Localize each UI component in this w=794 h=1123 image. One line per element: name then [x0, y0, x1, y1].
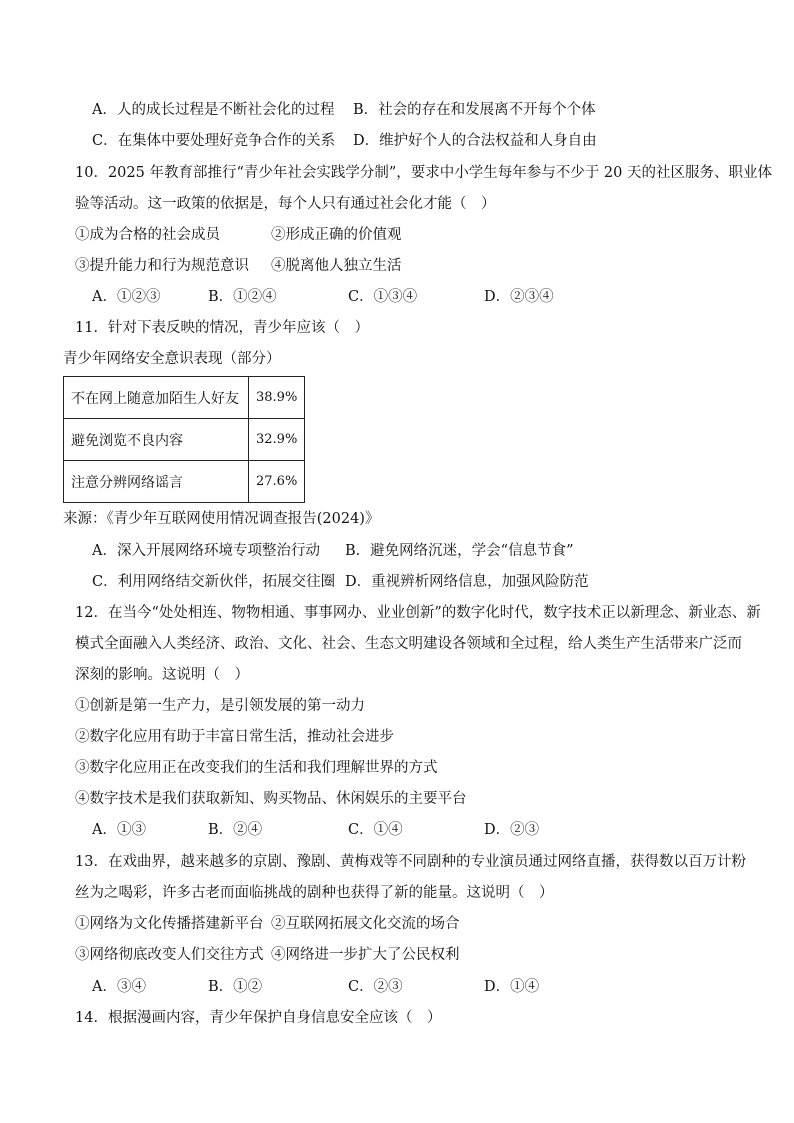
- q10-option-b: B．①②④: [208, 289, 277, 305]
- q9-option-d: D．维护好个人的合法权益和人身自由: [353, 133, 597, 149]
- q13-stem-line2: 丝为之喝彩，许多古老而面临挑战的剧种也获得了新的能量。这说明（ ）: [75, 885, 554, 901]
- q12-item-4: ④数字技术是我们获取新知、购买物品、休闲娱乐的主要平台: [75, 791, 467, 807]
- q10-stem-line1: 10．2025 年教育部推行“青少年社会实践学分制”，要求中小学生每年参与不少于 20 天的社区服务、职业体: [75, 165, 772, 181]
- q12-stem-line1: 12．在当今“处处相连、物物相通、事事网办、业业创新”的数字化时代，数字技术正以新理念、新业态、新: [75, 605, 761, 621]
- q11-stem: 11．针对下表反映的情况，青少年应该（ ）: [75, 320, 369, 336]
- q10-item-2: ②形成正确的价值观: [271, 227, 402, 243]
- q12-stem-line2: 模式全面融入人类经济、政治、文化、社会、生态文明建设各领域和全过程，给人类生产生活带来广泛而: [75, 636, 742, 652]
- table-row: [64, 377, 305, 419]
- q12-item-2: ②数字化应用有助于丰富日常生活，推动社会进步: [75, 729, 394, 745]
- q13-stem-line1: 13．在戏曲界，越来越多的京剧、豫剧、黄梅戏等不同剧种的专业演员通过网络直播，获得数以百万计粉: [75, 854, 746, 870]
- q10-item-4: ④脱离他人独立生活: [271, 258, 402, 274]
- table-cell-value: 32.9%: [249, 419, 305, 461]
- table-row: [64, 461, 305, 503]
- table-cell-label: 注意分辨网络谣言: [64, 461, 249, 503]
- q9-option-c: C．在集体中要处理好竞争合作的关系: [92, 133, 336, 149]
- q12-option-b: B．②④: [208, 822, 263, 838]
- q11-option-c: C．利用网络结交新伙伴，拓展交往圈: [92, 574, 336, 590]
- q11-data-table: [63, 376, 305, 503]
- q12-stem-line3: 深刻的影响。这说明（ ）: [75, 667, 249, 683]
- q10-option-a: A．①②③: [92, 289, 161, 305]
- q12-option-a: A．①③: [92, 822, 146, 838]
- table-cell-value: 27.6%: [249, 461, 305, 503]
- q13-option-a: A．③④: [92, 979, 146, 995]
- q11-option-d: D．重视辨析网络信息，加强风险防范: [345, 574, 589, 590]
- q10-stem-line2: 验等活动。这一政策的依据是，每个人只有通过社会化才能（ ）: [75, 196, 496, 212]
- q13-option-c: C．②③: [348, 979, 403, 995]
- q13-item-3: ③网络彻底改变人们交往方式: [75, 947, 264, 963]
- q11-source: 来源：《青少年互联网使用情况调查报告(2024)》: [63, 511, 380, 527]
- q13-option-d: D．①④: [484, 979, 540, 995]
- q12-item-3: ③数字化应用正在改变我们的生活和我们理解世界的方式: [75, 760, 438, 776]
- q11-option-a: A．深入开展网络环境专项整治行动: [92, 543, 320, 559]
- q13-item-2: ②互联网拓展文化交流的场合: [271, 916, 460, 932]
- q11-table-title: 青少年网络安全意识表现（部分）: [63, 351, 281, 367]
- q11-option-b: B．避免网络沉迷，学会“信息节食”: [345, 543, 574, 559]
- q12-option-d: D．②③: [484, 822, 540, 838]
- table-cell-label: 避免浏览不良内容: [64, 419, 249, 461]
- q12-item-1: ①创新是第一生产力，是引领发展的第一动力: [75, 698, 365, 714]
- q14-stem: 14．根据漫画内容，青少年保护自身信息安全应该（ ）: [75, 1010, 442, 1026]
- q9-option-a: A．人的成长过程是不断社会化的过程: [92, 102, 335, 118]
- q10-option-d: D．②③④: [484, 289, 554, 305]
- table-row: [64, 419, 305, 461]
- q13-option-b: B．①②: [208, 979, 263, 995]
- table-cell-label: 不在网上随意加陌生人好友: [64, 377, 249, 419]
- q12-option-c: C．①④: [348, 822, 403, 838]
- q13-item-1: ①网络为文化传播搭建新平台: [75, 916, 264, 932]
- q13-item-4: ④网络进一步扩大了公民权利: [271, 947, 460, 963]
- q9-option-b: B．社会的存在和发展离不开每个个体: [353, 102, 596, 118]
- q10-item-1: ①成为合格的社会成员: [75, 227, 220, 243]
- table-cell-value: 38.9%: [249, 377, 305, 419]
- q10-option-c: C．①③④: [348, 289, 418, 305]
- q10-item-3: ③提升能力和行为规范意识: [75, 258, 249, 274]
